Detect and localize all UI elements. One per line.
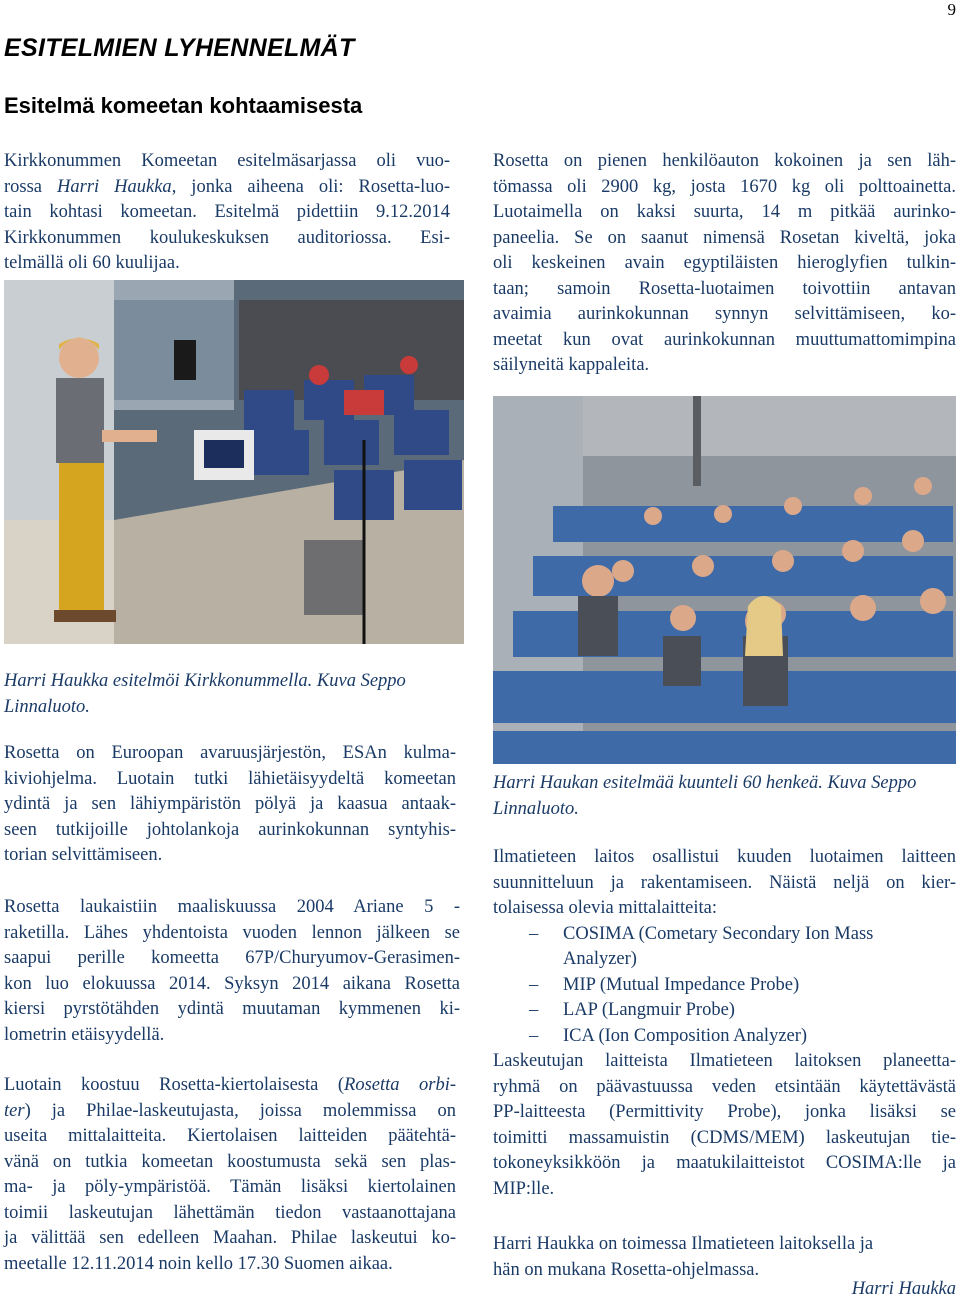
text-line: tain kohtasi komeetan. Esitelmä pidettiin 9.12.2014 — [4, 202, 450, 222]
fmi-instruments-paragraph — [493, 845, 956, 1202]
text-line: meetat kun ovat aurinkokunnan muuttumattomimpina — [493, 329, 956, 350]
instrument-list — [493, 922, 956, 1050]
text-line: kiersi pyrstötähden ydintä muutaman kymmenen ki- — [4, 999, 460, 1019]
caption-line: Harri Haukan esitelmää kuunteli 60 henkeä. Kuva Seppo — [493, 773, 917, 793]
presenter-photo — [4, 280, 464, 644]
text-line: tokoneyksikköön ja maatukilaitteistot COSIMA:lle ja — [493, 1153, 956, 1173]
orbiter-lander-paragraph — [4, 1073, 456, 1277]
page-number: 9 — [947, 0, 956, 19]
text-line: suunnitteluun ja rakentamiseen. Näistä neljä on kier- — [493, 872, 956, 893]
presenter-photo-caption — [4, 669, 464, 720]
text-line: torian selvittämiseen. — [4, 845, 163, 865]
text-line: Laskeutujan laitteista Ilmatieteen laitoksen planeetta- — [493, 1051, 956, 1071]
text-line: Luotaimella on kaksi suurta, 14 m pitkää aurinko- — [493, 202, 956, 222]
list-item: – ICA (Ion Composition Analyzer) — [529, 1025, 808, 1046]
text-line: ter) ja Philae-laskeutujasta, joissa molemmissa on — [4, 1100, 456, 1121]
audience-photo — [493, 396, 956, 764]
text-line: Ilmatieteen laitos osallistui kuuden luotaimen laitteen — [493, 847, 956, 867]
text-line: Harri Haukka on toimessa Ilmatieteen laitoksella ja — [493, 1234, 874, 1254]
text-line: rossa Harri Haukka, jonka aiheena oli: Rosetta-luo- — [4, 176, 450, 197]
text-line: telmällä oli 60 kuulijaa. — [4, 253, 180, 273]
caption-line: Linnaluoto. — [493, 798, 579, 819]
list-item: – LAP (Langmuir Probe) — [529, 1000, 735, 1020]
text-line: MIP:lle. — [493, 1178, 555, 1199]
text-line: useita mittalaitteita. Kiertolaisen laitteiden päätehtä- — [4, 1126, 456, 1146]
caption-line: Linnaluoto. — [4, 696, 90, 717]
text-line: hän on mukana Rosetta-ohjelmassa. — [493, 1259, 760, 1280]
text-line: kiviohjelma. Luotain tutki lähietäisyydeltä komeetan — [4, 768, 456, 789]
text-line: ryhmä on päävastuussa veden etsintään käytettävästä — [493, 1076, 956, 1097]
text-line: meetalle 12.11.2014 noin kello 17.30 Suomen aikaa. — [4, 1253, 393, 1274]
rosetta-description-paragraph — [493, 149, 956, 379]
text-line: vänä on tutkia komeetan koostumusta sekä sen plas- — [4, 1151, 456, 1172]
author-info-paragraph — [493, 1232, 956, 1283]
list-item: – MIP (Mutual Impedance Probe) — [529, 974, 800, 995]
section-title: ESITELMIEN LYHENNELMÄT — [4, 34, 355, 62]
text-line: saapui perille komeetta 67P/Churyumov-Gerasimen- — [4, 948, 460, 968]
text-line: taan; samoin Rosetta-luotaimen toivottiin antavan — [493, 278, 956, 299]
text-line: säilyneitä kappaleita. — [493, 355, 650, 375]
text-line: paneelia. Se on saanut nimensä Rosetan kiveltä, joka — [493, 227, 956, 248]
esa-program-paragraph — [4, 741, 456, 869]
launch-paragraph — [4, 895, 460, 1048]
list-item: – COSIMA (Cometary Secondary Ion Mass Analyzer) — [529, 923, 874, 969]
text-line: Kirkkonummen Komeetan esitelmäsarjassa oli vuo- — [4, 151, 450, 171]
caption-line: Harri Haukka esitelmöi Kirkkonummella. Kuva Seppo — [4, 671, 406, 691]
text-line: seen tutkijoille johtolankoja aurinkokunnan syntyhis- — [4, 819, 456, 840]
text-line: Luotain koostuu Rosetta-kiertolaisesta (Rosetta orbi- — [4, 1075, 456, 1095]
text-line: ja välittää sen edelleen Maahan. Philae laskeutui ko- — [4, 1228, 456, 1248]
text-line: tömassa oli 2900 kg, josta 1670 kg oli polttoainetta. — [493, 176, 956, 197]
text-line: tolaisessa olevia mittalaitteita: — [493, 898, 717, 918]
text-line: lometrin etäisyydellä. — [4, 1024, 165, 1045]
text-line: ydintä ja sen lähiympäristön pölyä ja kaasua antaak- — [4, 794, 456, 814]
author-signature: Harri Haukka — [851, 1279, 956, 1299]
text-line: raketilla. Lähes yhdentoista vuoden lennon jälkeen se — [4, 922, 460, 943]
text-line: Kirkkonummen koulukeskuksen auditoriossa. Esi- — [4, 227, 450, 248]
text-line: toimii laskeutujan lähettämän tiedon vastaanottajana — [4, 1202, 456, 1223]
audience-photo-caption — [493, 771, 956, 822]
speaker-name: Harri Haukka — [57, 176, 172, 197]
intro-paragraph — [4, 149, 450, 277]
text-line: ma- ja pöly-ympäristöä. Tämän lisäksi kiertolainen — [4, 1177, 456, 1197]
article-title: Esitelmä komeetan kohtaamisesta — [4, 93, 363, 118]
text-line: avaimia aurinkokunnan synnyn selvittämiseen, ko- — [493, 304, 956, 324]
text-line: Rosetta on Euroopan avaruusjärjestön, ESAn kulma- — [4, 743, 456, 763]
text-line: toimitti massamuistin (CDMS/MEM) laskeutujan tie- — [493, 1127, 956, 1148]
text-line: oli keskeinen avain egyptiläisten hieroglyfien tulkin- — [493, 253, 956, 273]
text-line: Rosetta on pienen henkilöauton kokoinen ja sen läh- — [493, 151, 956, 171]
text-line: kon luo elokuussa 2014. Syksyn 2014 aikana Rosetta — [4, 973, 460, 994]
text-line: PP-laitteesta (Permittivity Probe), jonka lisäksi se — [493, 1102, 956, 1122]
text-line: Rosetta laukaistiin maaliskuussa 2004 Ariane 5 - — [4, 897, 460, 917]
